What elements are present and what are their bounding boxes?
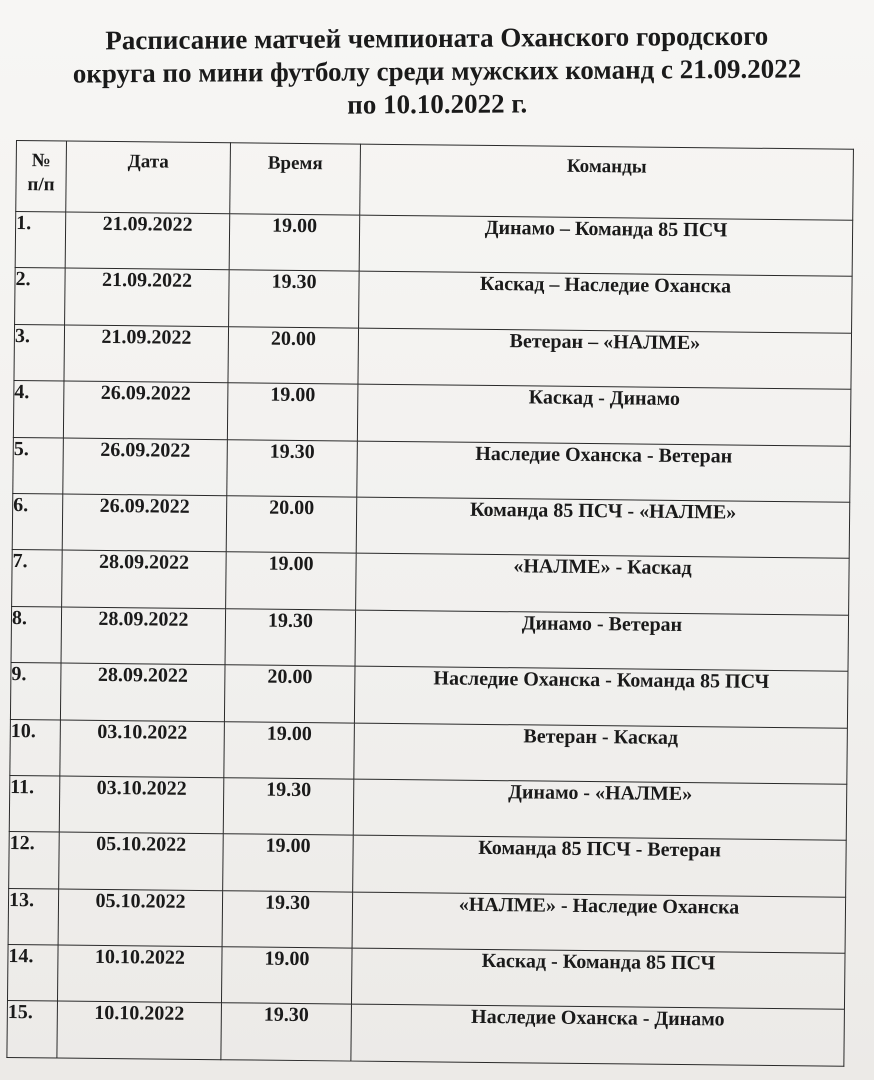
row-number: 15. [7, 1001, 58, 1058]
row-teams: Каскад - Динамо [357, 384, 851, 446]
row-teams: «НАЛМЕ» - Каскад [356, 553, 850, 615]
row-teams: Команда 85 ПСЧ - Ветеран [353, 835, 847, 897]
row-teams: Ветеран - Каскад [354, 723, 848, 785]
row-number: 6. [12, 493, 63, 550]
document-title [40, 19, 835, 124]
row-teams: Наследие Оханска - Динамо [351, 1005, 845, 1067]
row-date: 10.10.2022 [57, 1001, 222, 1059]
row-time: 20.00 [224, 665, 355, 723]
row-teams: Ветеран – «НАЛМЕ» [358, 328, 852, 390]
row-date: 05.10.2022 [59, 832, 224, 890]
row-number: 8. [11, 606, 62, 663]
row-number: 4. [13, 381, 64, 438]
row-number: 12. [9, 832, 60, 889]
row-date: 10.10.2022 [57, 945, 222, 1003]
table-row [13, 437, 851, 502]
table-row [15, 212, 853, 277]
row-date: 03.10.2022 [59, 776, 224, 834]
title-line: округа по мини футболу среди мужских команд с 21.09.2022 [72, 53, 802, 89]
row-teams: Динамо - Ветеран [355, 610, 849, 672]
table-row [13, 381, 851, 446]
table-row [7, 945, 845, 1010]
row-teams: «НАЛМЕ» - Наследие Оханска [352, 892, 846, 954]
row-date: 26.09.2022 [63, 381, 228, 439]
row-time: 19.00 [221, 947, 352, 1005]
row-date: 28.09.2022 [62, 550, 227, 608]
row-time: 19.30 [227, 439, 358, 497]
row-date: 05.10.2022 [58, 889, 223, 947]
row-number: 5. [13, 437, 64, 494]
row-date: 21.09.2022 [65, 212, 230, 270]
title-line: по 10.10.2022 г. [347, 88, 528, 120]
table-row [12, 493, 850, 558]
row-time: 19.00 [223, 834, 354, 892]
row-number: 1. [15, 212, 66, 269]
row-time: 19.30 [221, 1003, 352, 1061]
row-teams: Наследие Оханска - Команда 85 ПСЧ [354, 666, 848, 728]
row-time: 19.30 [229, 270, 360, 328]
table-row [12, 550, 850, 615]
row-time: 20.00 [226, 496, 357, 554]
row-date: 03.10.2022 [60, 720, 225, 778]
row-time: 19.30 [223, 778, 354, 836]
row-teams: Наследие Оханска - Ветеран [357, 441, 851, 503]
table-row [10, 663, 848, 728]
table-row [11, 606, 849, 671]
row-number: 13. [8, 888, 59, 945]
row-teams: Динамо – Команда 85 ПСЧ [359, 215, 853, 277]
header-number-label: п/п [27, 174, 55, 196]
row-time: 19.00 [224, 721, 355, 779]
row-time: 19.30 [225, 608, 356, 666]
table-row [15, 268, 853, 333]
row-date: 28.09.2022 [60, 663, 225, 721]
table-row [8, 888, 846, 953]
row-number: 2. [15, 268, 66, 325]
row-date: 21.09.2022 [65, 268, 230, 326]
table-row [9, 832, 847, 897]
header-time: Время [230, 143, 361, 215]
row-number: 9. [10, 663, 61, 720]
row-time: 20.00 [228, 327, 359, 385]
row-number: 7. [12, 550, 63, 607]
row-teams: Команда 85 ПСЧ - «НАЛМЕ» [356, 497, 850, 559]
row-teams: Динамо - «НАЛМЕ» [353, 779, 847, 841]
row-date: 28.09.2022 [61, 607, 226, 665]
table-row [9, 775, 847, 840]
row-number: 11. [9, 775, 60, 832]
row-teams: Каскад – Наследие Оханска [359, 271, 853, 333]
row-date: 21.09.2022 [64, 325, 229, 383]
row-time: 19.00 [227, 383, 358, 441]
row-time: 19.30 [222, 890, 353, 948]
title-line: Расписание матчей чемпионата Оханского городского [105, 20, 769, 56]
row-teams: Каскад - Команда 85 ПСЧ [351, 948, 845, 1010]
header-teams: Команды [360, 144, 854, 220]
header-number-symbol: № [31, 150, 51, 172]
table-header-row [16, 141, 854, 221]
header-date: Дата [66, 141, 231, 214]
row-date: 26.09.2022 [62, 494, 227, 552]
row-number: 10. [10, 719, 61, 776]
row-time: 19.00 [226, 552, 357, 610]
table-row [7, 1001, 845, 1066]
row-number: 3. [14, 324, 65, 381]
table-row [10, 719, 848, 784]
row-number: 14. [7, 945, 58, 1002]
table-row [14, 324, 852, 389]
row-time: 19.00 [229, 214, 360, 272]
row-date: 26.09.2022 [63, 438, 228, 496]
match-schedule-table [6, 140, 854, 1067]
header-number [16, 141, 67, 213]
